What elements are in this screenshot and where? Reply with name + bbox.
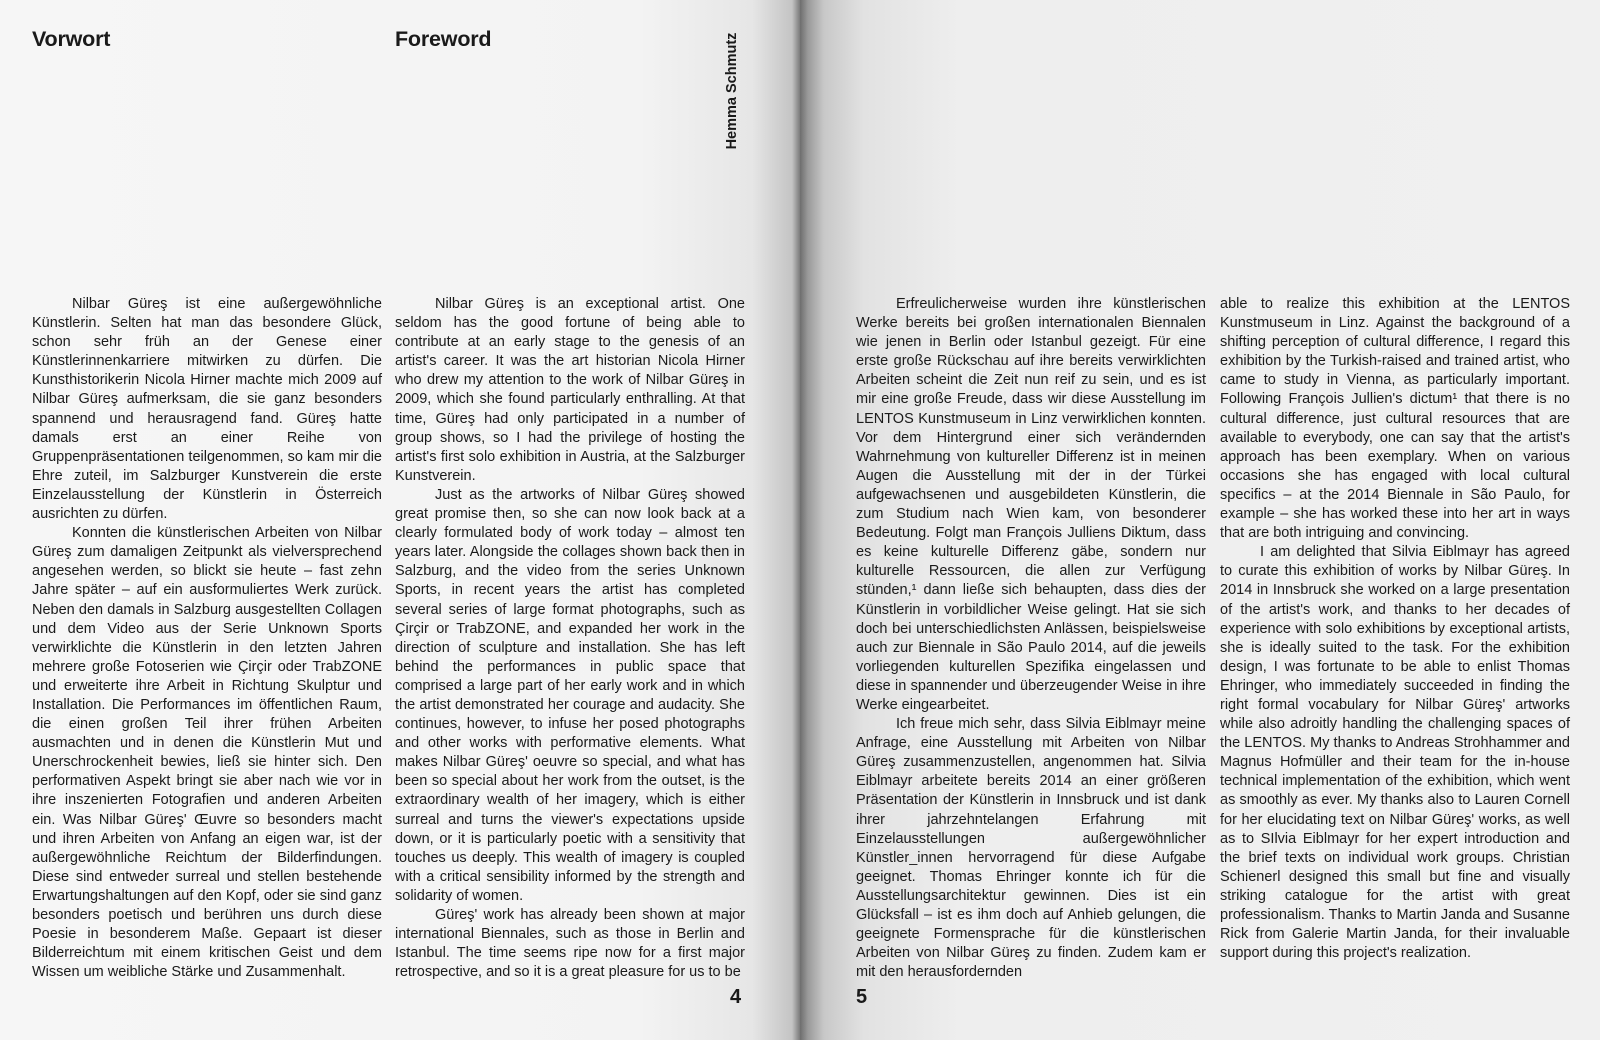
paragraph: Nilbar Güreş is an exceptional artist. One seldom has the good fortune of being able to contribute at an early stage to the genesis of an artist's career. It was the art historian Nicola Hirner who drew my attention to the work of Nilbar Güreş in 2009, which she found particularly enthralling. At that time, Güreş had only participated in a number of group shows, so I had the privilege of hosting the artist's first solo exhibition in Austria, at the Salzburger Kunstverein. <box>395 296 745 484</box>
author-vertical <box>722 28 742 153</box>
paragraph: Nilbar Güreş ist eine außergewöhnliche Künstlerin. Selten hat man das besondere Glück, schon sehr früh an der Genese einer Künstlerinnenkarriere mitwirken zu dürfen. Die Kunsthistorikerin Nicola Hirner machte mich 2009 auf Nilbar Güreş aufmerksam, die sie ganz besonders spannend und herausragend fand. Güreş hatte damals erst an einer Reihe von Gruppenpräsentationen teilgenommen, so kam mir die Ehre zuteil, im Salzburger Kunstverein die erste Einzelausstellung der Künstlerin in Österreich ausrichten zu dürfen. <box>32 296 382 523</box>
paragraph: Konnten die künstlerischen Arbeiten von Nilbar Güreş zum damaligen Zeitpunkt als vielversprechend angesehen werden, so blickt sie heute – fast zehn Jahre später – auf ein ausformuliertes Werk zurück. Neben den damals in Salzburg ausgestellten Collagen und dem Video aus der Serie Unknown Sports verwirklichte die Künstlerin in den letzten Jahren mehrere große Fotoserien wie Çirçir oder TrabZONE und erweiterte ihre Arbeit in Richtung Skulptur und Installation. Die Performances im öffentlichen Raum, die einen großen Teil ihrer frühen Arbeiten ausmachten und in denen die Künstlerin Mut und Unerschrockenheit bewies, ließ sie hinter sich. Den performativen Aspekt bringt sie aber nach wie vor in ihre inszenierten Fotografien und anderen Arbeiten ein. Was Nilbar Güreş' Œuvre so besonders macht und ihren Arbeiten von Anfang an eigen war, ist der außergewöhnliche Reichtum der Bilderfindungen. Diese sind entweder surreal und stellen bestehende Erwartungshaltungen auf den Kopf, oder sie sind ganz besonders poetisch und berühren uns durch diese Poesie in besonderem Maße. Gepaart ist dieser Bilderreichtum mit einem kritischen Geist und dem Wissen um weibliche Stärke und Zusammenhalt. <box>32 525 382 981</box>
paragraph: Güreş' work has already been shown at major international Biennales, such as those in Berlin and Istanbul. The time seems ripe now for a first major retrospective, and so it is a great pleasure for us to be <box>395 907 745 981</box>
author-name: Hemma Schmutz <box>724 32 740 149</box>
heading-english: Foreword <box>395 27 492 51</box>
column-english-left <box>395 295 745 982</box>
heading-german: Vorwort <box>32 27 111 51</box>
page-number-right: 5 <box>856 986 868 1008</box>
paragraph: Just as the artworks of Nilbar Güreş showed great promise then, so she can now look back at a clearly formulated body of work today – almost ten years later. Alongside the collages shown back then in Salzburg, and the video from the series Unknown Sports, in recent years the artist has completed several series of large format photographs, such as Çirçir or TrabZONE, and expanded her work in the direction of sculpture and installation. She has left behind the performances in public space that comprised a large part of her early work and in which the artist demonstrated her courage and audacity. She continues, however, to infuse her posed photographs and other works with performative elements. What makes Nilbar Güreş' oeuvre so special, and what has been so special about her work from the outset, is the extraordinary wealth of her imagery, which is either surreal and turns the viewer's expectations upside down, or it is particularly poetic with a sensitivity that touches us deeply. This wealth of imagery is coupled with a critical sensibility informed by the strength and solidarity of women. <box>395 486 745 904</box>
column-english-right <box>1220 295 1570 963</box>
right-page <box>800 0 1600 1040</box>
column-german-left <box>32 295 382 982</box>
paragraph: Erfreulicherweise wurden ihre künstlerischen Werke bereits bei großen internationalen Biennalen wie jenen in Berlin oder Istanbul gezeigt. Für eine erste große Rückschau auf ihre bereits verwirklichten Arbeiten scheint die Zeit nun reif zu sein, und es ist mir eine große Freude, dass wir diese Ausstellung im LENTOS Kunstmuseum in Linz verwirklichen konnten. Vor dem Hintergrund einer sich verändernden Wahrnehmung von kultureller Differenz ist in meinen Augen die Ausstellung mit der in der Türkei aufgewachsenen und ausgebildeten Künstlerin, die zum Studium nach Wien kam, von besonderer Bedeutung. Folgt man François Julliens Diktum, dass es keine kulturelle Differenz gäbe, sondern nur kulturelle Ressourcen, die allen zur Verfügung stünden,¹ dann ließe sich behaupten, dass dies der Künstlerin in vorbildlicher Weise gelingt. Hat sie sich doch bei unterschiedlichsten Anlässen, beispielsweise auch zur Biennale in São Paulo 2014, auf die jeweils vorliegenden kulturellen Spezifika eingelassen und diese in spannender und überzeugender Weise in ihre Werke eingearbeitet. <box>856 296 1206 713</box>
paragraph: Ich freue mich sehr, dass Silvia Eiblmayr meine Anfrage, eine Ausstellung mit Arbeiten von Nilbar Güreş zusammenzustellen, angenommen hat. Silvia Eiblmayr arbeitete bereits 2014 an einer größeren Präsentation der Künstlerin in Innsbruck und ist dank ihrer jahrzehntelangen Erfahrung mit Einzelausstellungen außergewöhnlicher Künstler_innen hervorragend für diese Aufgabe geeignet. Thomas Ehringer konnte ich für die Ausstellungsarchitektur gewinnen. Dies ist ein Glücksfall – ist es ihm doch auf Anhieb gelungen, die geeignete Formensprache für die künstlerischen Arbeiten von Nilbar Güreş zu finden. Zudem kam er mit den herausfordernden <box>856 716 1206 981</box>
paragraph: I am delighted that Silvia Eiblmayr has agreed to curate this exhibition of works by Nilbar Güreş. In 2014 in Innsbruck she worked on a large presentation of the artist's work, and thanks to her decades of experience with solo exhibitions by exceptional artists, she is ideally suited to the task. For the exhibition design, I was fortunate to be able to enlist Thomas Ehringer, who immediately succeeded in finding the right formal vocabulary for Nilbar Güreş' artworks while also adroitly handling the challenging spaces of the LENTOS. My thanks to Andreas Strohhammer and Magnus Hofmüller and their team for the in-house technical implementation of the exhibition, which went as smoothly as ever. My thanks also to Lauren Cornell for her elucidating text on Nilbar Güreş' works, as well as to SIlvia Eiblmayr for her expert introduction and the brief texts on individual work groups. Christian Schienerl designed this small but fine and visually striking catalogue for the artist with great professionalism. Thanks to Martin Janda and Susanne Rick from Galerie Martin Janda, for their invaluable support during this project's realization. <box>1220 544 1570 962</box>
column-german-right <box>856 295 1206 982</box>
paragraph: able to realize this exhibition at the LENTOS Kunstmuseum in Linz. Against the background of a shifting perception of cultural difference, I regard this exhibition by the Turkish-raised and trained artist, who came to study in Vienna, as particularly important. Following François Jullien's dictum¹ that there is no cultural difference, just cultural resources that are available to everybody, one can say that the artist's approach has been exemplary. When on various occasions she has engaged with local cultural specifics – at the 2014 Biennale in São Paulo, for example – she has worked these into her art in ways that are both intriguing and convincing. <box>1220 296 1570 542</box>
page-number-left: 4 <box>730 986 742 1008</box>
